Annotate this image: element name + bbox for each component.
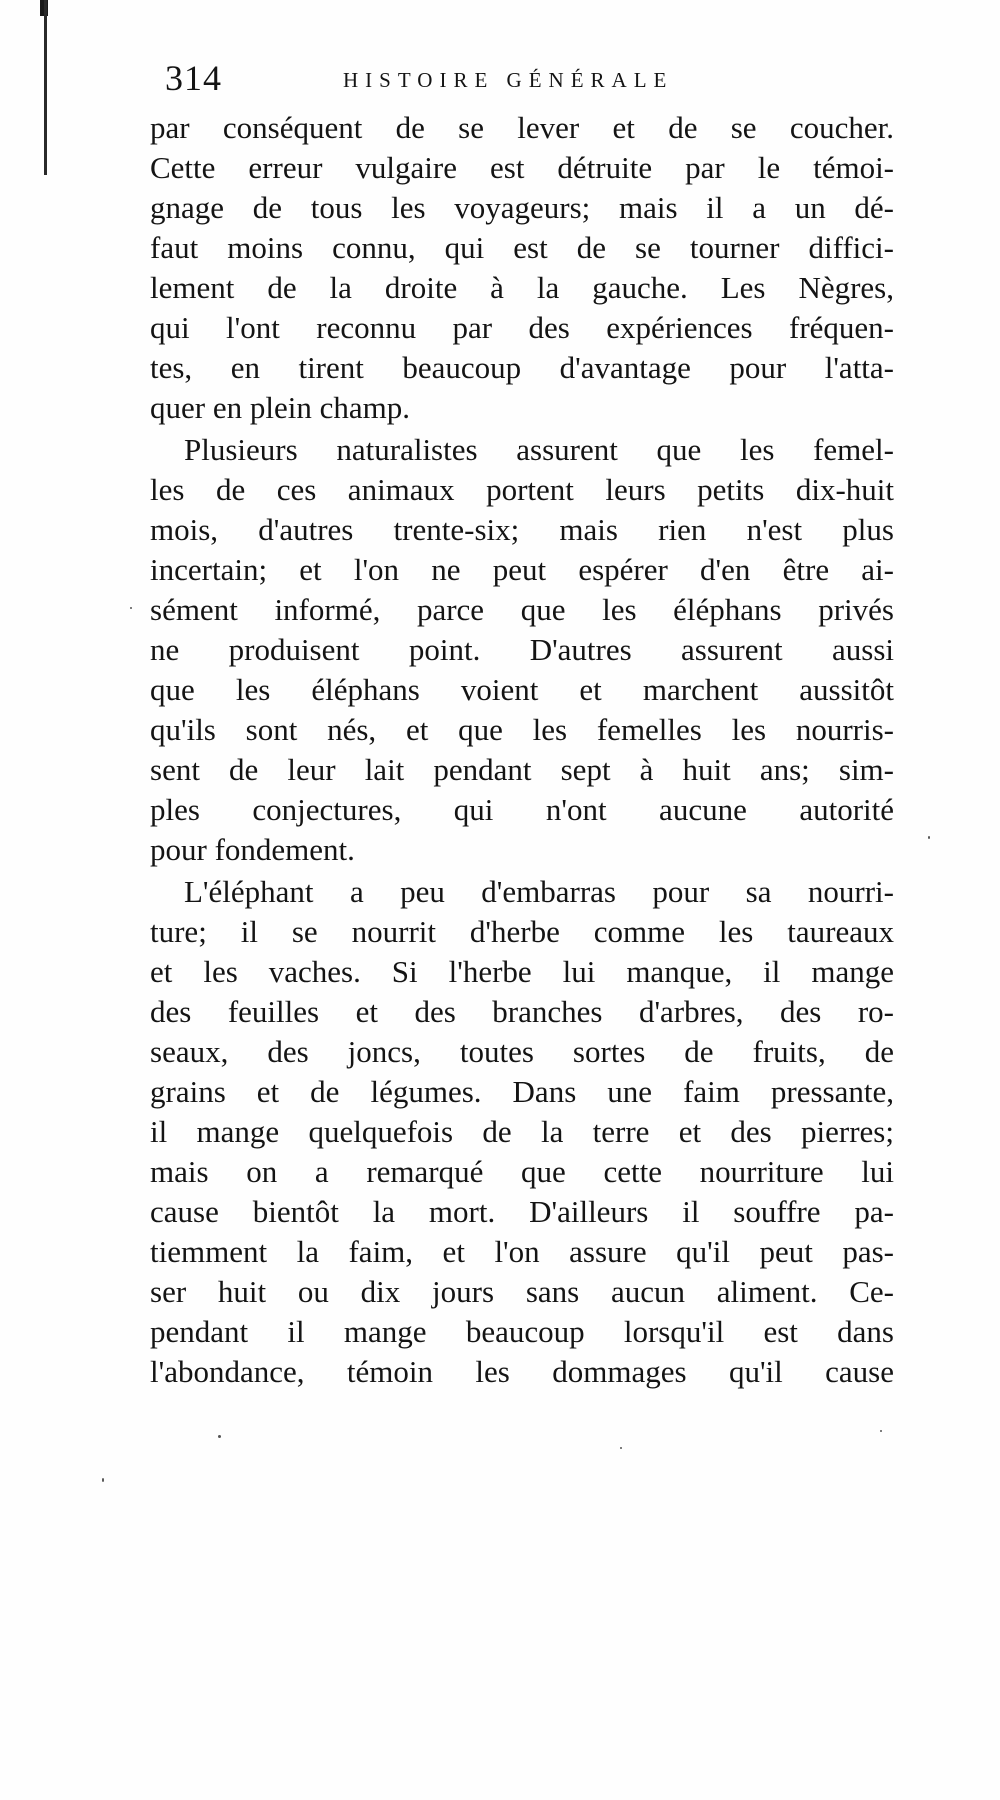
text-line: cause bientôt la mort. D'ailleurs il souffre pa-	[150, 1194, 894, 1229]
text-line: mois, d'autres trente-six; mais rien n'est plus	[150, 512, 894, 547]
text-line: L'éléphant a peu d'embarras pour sa nourri-	[184, 874, 894, 909]
text-line: incertain; et l'on ne peut espérer d'en être ai-	[150, 552, 894, 587]
running-head-title: HISTOIRE GÉNÉRALE	[343, 68, 674, 92]
text-line: Plusieurs naturalistes assurent que les femel-	[184, 432, 894, 467]
text-line: ples conjectures, qui n'ont aucune autorité	[150, 792, 894, 827]
text-line: gnage de tous les voyageurs; mais il a un dé-	[150, 190, 894, 225]
text-line: l'abondance, témoin les dommages qu'il cause	[150, 1354, 894, 1389]
text-line: faut moins connu, qui est de se tourner diffici-	[150, 230, 894, 265]
running-head	[165, 56, 905, 100]
text-line: tiemment la faim, et l'on assure qu'il peut pas-	[150, 1234, 894, 1269]
text-line: il mange quelquefois de la terre et des pierres;	[150, 1114, 894, 1149]
paper-speck	[218, 1435, 221, 1438]
text-line: les de ces animaux portent leurs petits dix-huit	[150, 472, 894, 507]
text-line: lement de la droite à la gauche. Les Nègres,	[150, 270, 894, 305]
paragraph-2	[150, 430, 894, 870]
paper-speck	[102, 1478, 104, 1482]
text-line: que les éléphans voient et marchent aussitôt	[150, 672, 894, 707]
text-line: tes, en tirent beaucoup d'avantage pour l'atta-	[150, 350, 894, 385]
text-line: et les vaches. Si l'herbe lui manque, il mange	[150, 954, 894, 989]
text-line: pour fondement.	[150, 832, 355, 867]
text-line: sément informé, parce que les éléphans privés	[150, 592, 894, 627]
paper-speck	[620, 1447, 622, 1449]
text-line: ne produisent point. D'autres assurent aussi	[150, 632, 894, 667]
paragraph-1	[150, 108, 894, 428]
text-line: Cette erreur vulgaire est détruite par le témoi-	[150, 150, 894, 185]
text-line: par conséquent de se lever et de se coucher.	[150, 110, 894, 145]
page-number: 314	[165, 58, 222, 98]
body-text	[150, 108, 894, 1392]
text-line: mais on a remarqué que cette nourriture lui	[150, 1154, 894, 1189]
paper-speck	[880, 1430, 882, 1432]
text-line: grains et de légumes. Dans une faim pressante,	[150, 1074, 894, 1109]
text-line: sent de leur lait pendant sept à huit ans; sim-	[150, 752, 894, 787]
text-line: pendant il mange beaucoup lorsqu'il est dans	[150, 1314, 894, 1349]
text-line: seaux, des joncs, toutes sortes de fruits, de	[150, 1034, 894, 1069]
paragraph-3	[150, 872, 894, 1392]
text-line: qu'ils sont nés, et que les femelles les nourris-	[150, 712, 894, 747]
text-line: des feuilles et des branches d'arbres, des ro-	[150, 994, 894, 1029]
paper-speck	[928, 836, 930, 839]
binding-edge-line	[44, 0, 47, 175]
paper-speck	[130, 607, 132, 609]
text-line: ser huit ou dix jours sans aucun aliment. Ce-	[150, 1274, 894, 1309]
text-line: ture; il se nourrit d'herbe comme les taureaux	[150, 914, 894, 949]
text-line: quer en plein champ.	[150, 390, 410, 425]
text-line: qui l'ont reconnu par des expériences fréquen-	[150, 310, 894, 345]
